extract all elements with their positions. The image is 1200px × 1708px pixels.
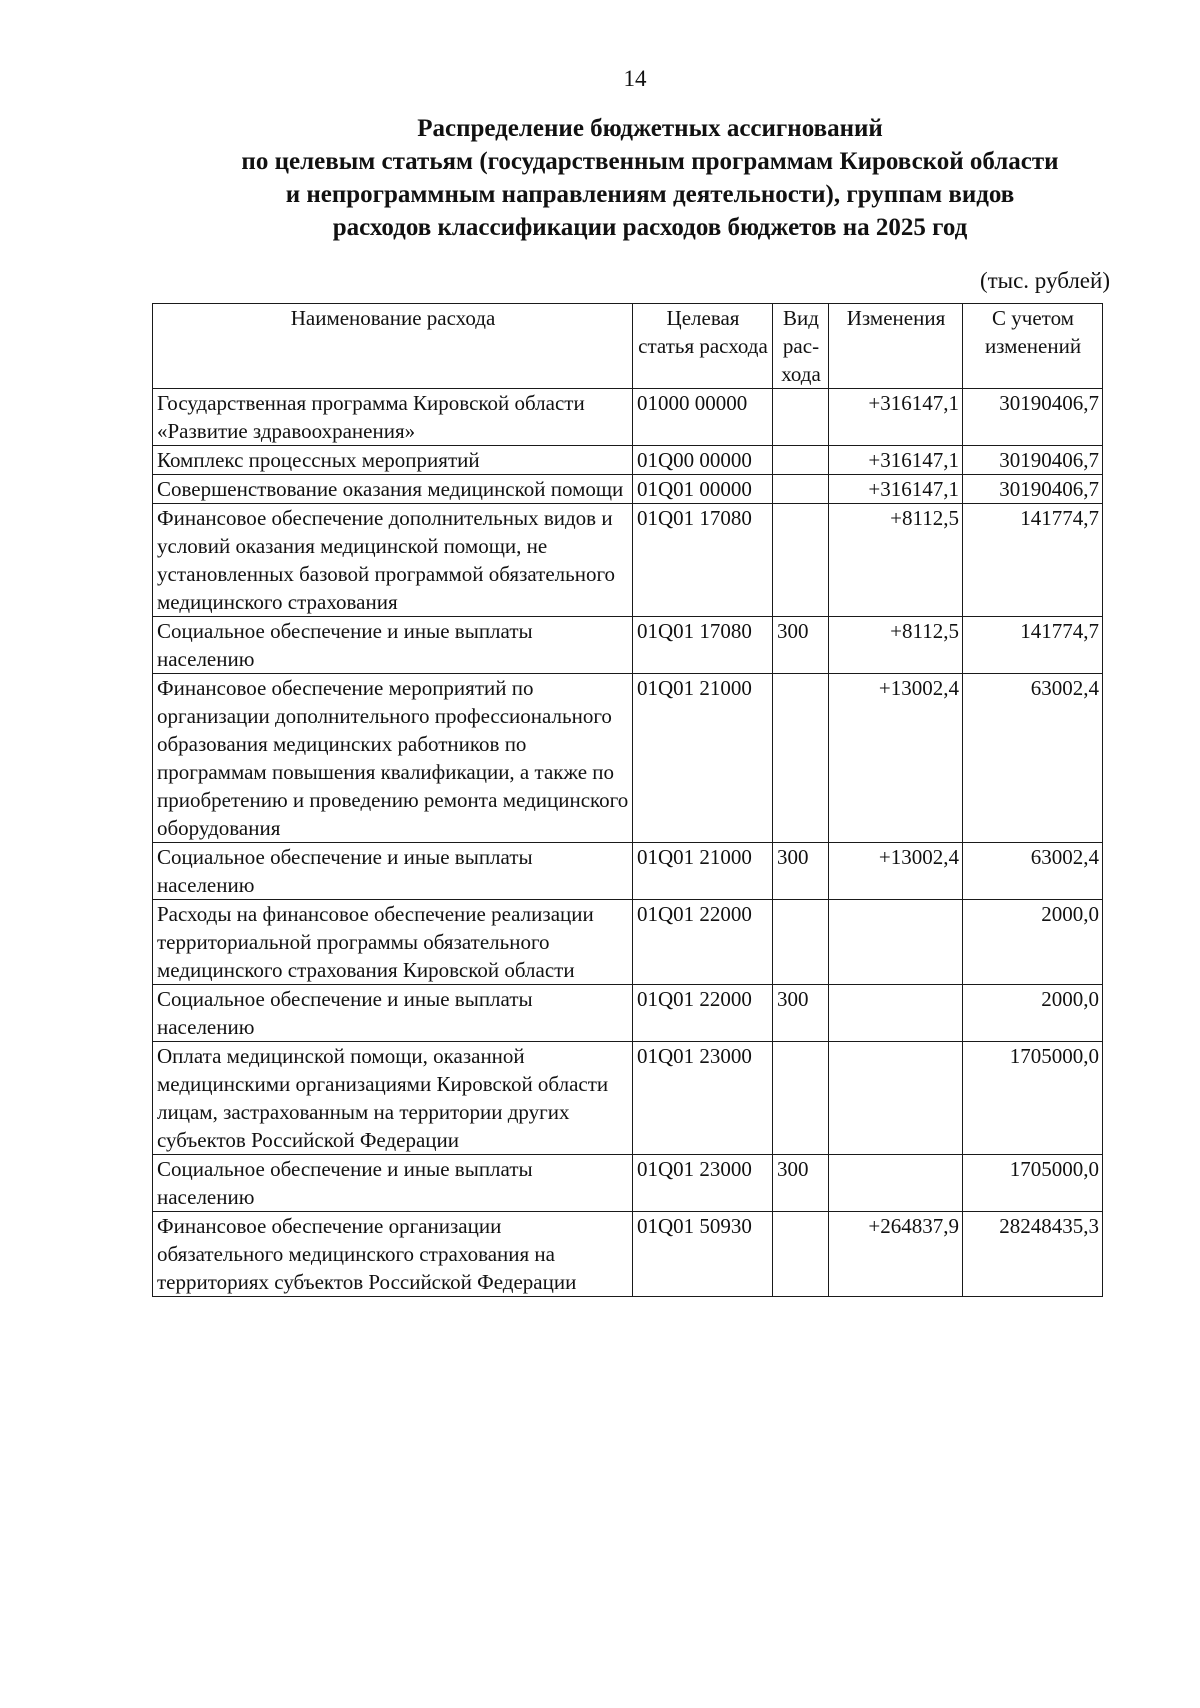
header-code: Целевая статья расхода (633, 304, 773, 389)
cell-total: 141774,7 (963, 617, 1103, 674)
cell-change: +316147,1 (829, 389, 963, 446)
table-row (153, 504, 1103, 617)
cell-name: Финансовое обеспечение организации обязательного медицинского страхования на территориях субъектов Российской Федерации (153, 1212, 633, 1297)
cell-name: Социальное обеспечение и иные выплаты населению (153, 617, 633, 674)
cell-code: 01Q01 22000 (633, 900, 773, 985)
cell-total: 141774,7 (963, 504, 1103, 617)
cell-change: +13002,4 (829, 843, 963, 900)
table-header-row (153, 304, 1103, 389)
units-label: (тыс. рублей) (979, 268, 1110, 293)
cell-name: Оплата медицинской помощи, оказанной медицинскими организациями Кировской области лицам, застрахованным на территории других субъектов Российской Федерации (153, 1042, 633, 1155)
title-line: по целевым статьям (государственным программам Кировской области (241, 148, 1059, 175)
table-row (153, 1212, 1103, 1297)
cell-kind (773, 1042, 829, 1155)
cell-name: Государственная программа Кировской области «Развитие здравоохранения» (153, 389, 633, 446)
cell-total: 63002,4 (963, 674, 1103, 843)
cell-change: +8112,5 (829, 504, 963, 617)
cell-kind: 300 (773, 843, 829, 900)
table-row (153, 900, 1103, 985)
cell-name: Финансовое обеспечение мероприятий по организации дополнительного профессионального образования медицинских работников по программам повышения квалификации, а также по приобретению и проведению ремонта медицинского оборудования (153, 674, 633, 843)
table-row (153, 617, 1103, 674)
cell-kind: 300 (773, 1155, 829, 1212)
header-change: Изменения (829, 304, 963, 389)
cell-total: 30190406,7 (963, 475, 1103, 504)
cell-kind (773, 475, 829, 504)
header-kind: Вид рас-хода (773, 304, 829, 389)
cell-code: 01Q01 00000 (633, 475, 773, 504)
cell-name: Финансовое обеспечение дополнительных видов и условий оказания медицинской помощи, не установленных базовой программой обязательного медицинского страхования (153, 504, 633, 617)
header-total: С учетом изменений (963, 304, 1103, 389)
cell-code: 01Q01 22000 (633, 985, 773, 1042)
cell-code: 01Q01 23000 (633, 1042, 773, 1155)
cell-change: +264837,9 (829, 1212, 963, 1297)
cell-total: 28248435,3 (963, 1212, 1103, 1297)
cell-change (829, 1155, 963, 1212)
cell-change (829, 1042, 963, 1155)
cell-code: 01Q01 21000 (633, 843, 773, 900)
table-row (153, 389, 1103, 446)
table-row (153, 475, 1103, 504)
cell-kind (773, 389, 829, 446)
cell-kind (773, 674, 829, 843)
cell-total: 2000,0 (963, 900, 1103, 985)
cell-name: Социальное обеспечение и иные выплаты населению (153, 843, 633, 900)
cell-code: 01Q01 50930 (633, 1212, 773, 1297)
cell-code: 01Q01 17080 (633, 617, 773, 674)
cell-total: 30190406,7 (963, 446, 1103, 475)
title-line: Распределение бюджетных ассигнований (417, 115, 883, 142)
cell-kind: 300 (773, 985, 829, 1042)
cell-kind: 300 (773, 617, 829, 674)
title-line: и непрограммным направлениям деятельности), группам видов (285, 181, 1015, 208)
cell-total: 1705000,0 (963, 1042, 1103, 1155)
cell-change: +316147,1 (829, 475, 963, 504)
table-row (153, 1042, 1103, 1155)
cell-total: 30190406,7 (963, 389, 1103, 446)
title-line: расходов классификации расходов бюджетов на 2025 год (332, 214, 968, 241)
header-name: Наименование расхода (153, 304, 633, 389)
cell-change: +8112,5 (829, 617, 963, 674)
cell-code: 01Q01 23000 (633, 1155, 773, 1212)
table-row (153, 843, 1103, 900)
document-title (140, 112, 1160, 244)
cell-name: Расходы на финансовое обеспечение реализации территориальной программы обязательного медицинского страхования Кировской области (153, 900, 633, 985)
table-row (153, 985, 1103, 1042)
cell-kind (773, 446, 829, 475)
cell-change (829, 900, 963, 985)
cell-code: 01Q01 17080 (633, 504, 773, 617)
cell-code: 01Q00 00000 (633, 446, 773, 475)
table-row (153, 1155, 1103, 1212)
cell-code: 01Q01 21000 (633, 674, 773, 843)
cell-kind (773, 504, 829, 617)
cell-kind (773, 1212, 829, 1297)
cell-name: Социальное обеспечение и иные выплаты населению (153, 1155, 633, 1212)
cell-name: Социальное обеспечение и иные выплаты населению (153, 985, 633, 1042)
page-number: 14 (623, 66, 647, 91)
cell-total: 63002,4 (963, 843, 1103, 900)
cell-change: +316147,1 (829, 446, 963, 475)
cell-code: 01000 00000 (633, 389, 773, 446)
cell-change: +13002,4 (829, 674, 963, 843)
cell-total: 2000,0 (963, 985, 1103, 1042)
table-row (153, 674, 1103, 843)
cell-name: Комплекс процессных мероприятий (153, 446, 633, 475)
table-row (153, 446, 1103, 475)
budget-table (152, 303, 1103, 1297)
cell-kind (773, 900, 829, 985)
cell-total: 1705000,0 (963, 1155, 1103, 1212)
cell-change (829, 985, 963, 1042)
table-body (153, 389, 1103, 1297)
cell-name: Совершенствование оказания медицинской помощи (153, 475, 633, 504)
